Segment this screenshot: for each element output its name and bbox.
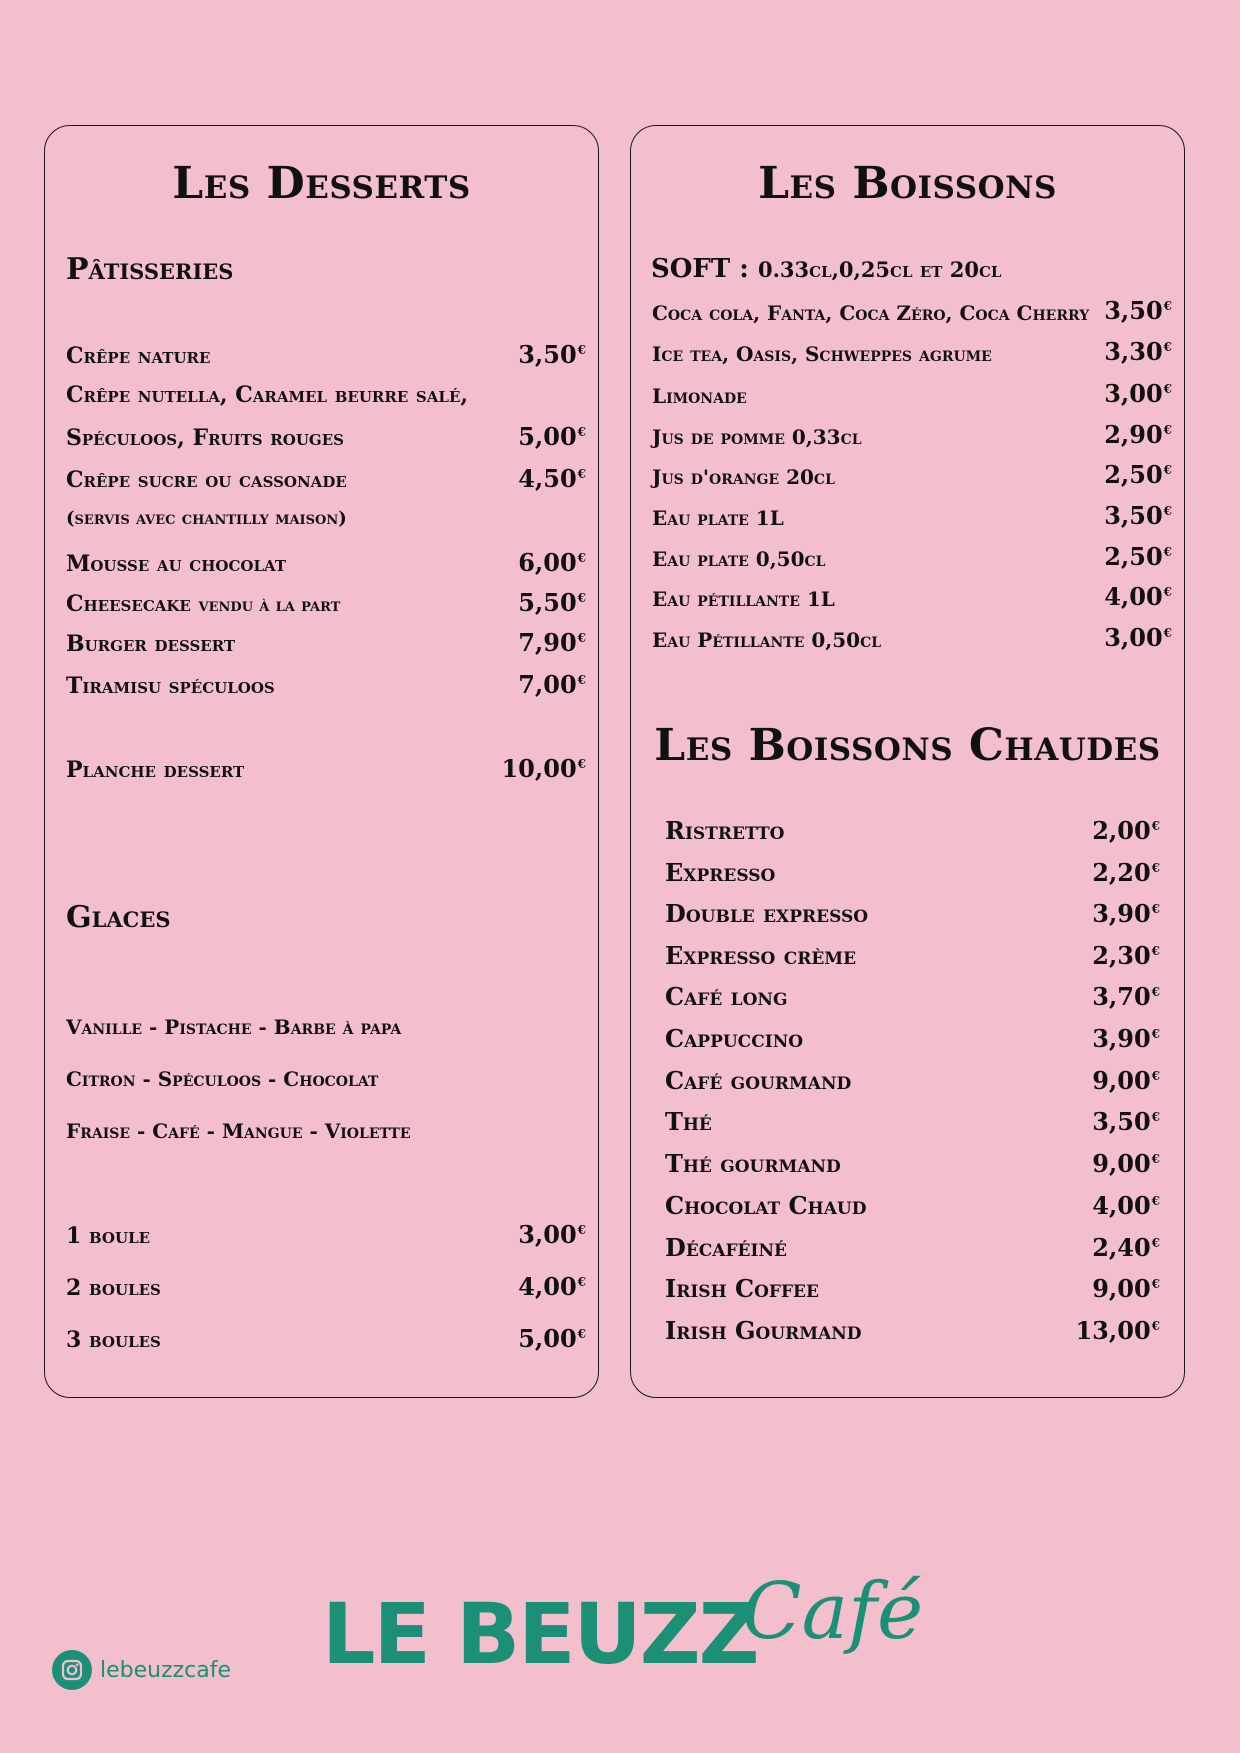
item-name: Ice tea, Oasis, Schweppes agrume xyxy=(652,342,992,366)
scoop-item xyxy=(66,1220,586,1249)
item-name: Eau plate 0,50cl xyxy=(652,547,826,571)
soft-heading: SOFT : 0.33cl,0,25cl et 20cl xyxy=(651,254,1002,284)
menu-item xyxy=(652,379,1172,408)
item-name: Expresso xyxy=(665,858,776,887)
item-price: 4,00€ xyxy=(518,1272,586,1301)
item-price: 3,90€ xyxy=(1092,899,1160,928)
item-name: Crêpe sucre ou cassonade xyxy=(66,467,347,493)
menu-item xyxy=(665,941,1160,970)
item-price: 5,00€ xyxy=(518,422,586,451)
item-price: 3,50€ xyxy=(518,340,586,369)
patisseries-heading: Pâtisseries xyxy=(66,252,234,287)
item-name: Ristretto xyxy=(665,816,785,845)
item-price: 3,30€ xyxy=(1104,337,1172,366)
item-price: 2,20€ xyxy=(1092,858,1160,887)
brand-name: LE BEUZZ xyxy=(322,1585,758,1683)
item-name: Crêpe nutella, Caramel beurre salé, xyxy=(66,382,469,408)
menu-item xyxy=(66,422,586,451)
menu-item xyxy=(665,1274,1160,1303)
item-price: 5,00€ xyxy=(518,1324,586,1353)
item-name: 1 boule xyxy=(66,1223,151,1249)
boissons-panel xyxy=(630,125,1185,1398)
item-name: Planche dessert xyxy=(66,757,245,783)
menu-item xyxy=(665,1233,1160,1262)
menu-item xyxy=(665,899,1160,928)
item-price: 4,00€ xyxy=(1092,1191,1160,1220)
item-price: 3,50€ xyxy=(1092,1107,1160,1136)
item-name: Double expresso xyxy=(665,899,869,928)
scoop-item xyxy=(66,1324,586,1353)
menu-item xyxy=(665,1149,1160,1178)
menu-note xyxy=(66,508,586,529)
menu-item xyxy=(66,670,586,699)
item-name: Burger dessert xyxy=(66,631,236,657)
item-price: 3,50€ xyxy=(1104,501,1172,530)
item-name: Jus de pomme 0,33cl xyxy=(652,425,862,449)
item-price: 2,30€ xyxy=(1092,941,1160,970)
instagram-link[interactable] xyxy=(52,1650,231,1690)
item-price: 5,50€ xyxy=(518,588,586,617)
menu-item xyxy=(652,501,1172,530)
menu-item xyxy=(652,542,1172,571)
menu-item xyxy=(665,858,1160,887)
item-name: Thé xyxy=(665,1107,712,1136)
menu-item xyxy=(66,464,586,493)
menu-item xyxy=(652,623,1172,652)
menu-item xyxy=(66,754,586,783)
item-name: Spéculoos, Fruits rouges xyxy=(66,425,344,451)
item-price: 6,00€ xyxy=(518,548,586,577)
item-name: Irish Coffee xyxy=(665,1274,819,1303)
item-name: Irish Gourmand xyxy=(665,1316,862,1345)
item-name: Expresso crème xyxy=(665,941,857,970)
item-name: Chocolat Chaud xyxy=(665,1191,867,1220)
item-price: 2,90€ xyxy=(1104,420,1172,449)
item-price: 3,70€ xyxy=(1092,982,1160,1011)
menu-item xyxy=(66,382,586,408)
item-price: 13,00€ xyxy=(1075,1316,1160,1345)
flavor-line: Fraise - Café - Mangue - Violette xyxy=(66,1119,411,1143)
menu-item xyxy=(665,1066,1160,1095)
item-price: 9,00€ xyxy=(1092,1149,1160,1178)
menu-item xyxy=(66,588,586,617)
item-name: Mousse au chocolat xyxy=(66,551,287,577)
item-price: 10,00€ xyxy=(501,754,586,783)
scoop-item xyxy=(66,1272,586,1301)
menu-item xyxy=(652,337,1172,366)
item-name: Cheesecake vendu à la part xyxy=(66,591,341,617)
flavor-line: Citron - Spéculoos - Chocolat xyxy=(66,1067,379,1091)
menu-item xyxy=(665,1024,1160,1053)
menu-item xyxy=(652,420,1172,449)
glaces-heading: Glaces xyxy=(66,900,171,935)
item-price: 4,00€ xyxy=(1104,582,1172,611)
boissons-chaudes-title: Les Boissons Chaudes xyxy=(654,720,1161,771)
item-name: Café gourmand xyxy=(665,1066,852,1095)
menu-item xyxy=(652,460,1172,489)
boissons-title: Les Boissons xyxy=(758,158,1057,209)
menu-item xyxy=(665,1316,1160,1345)
instagram-icon xyxy=(52,1650,92,1690)
item-name: 2 boules xyxy=(66,1275,161,1301)
item-name: Limonade xyxy=(652,384,747,408)
menu-item xyxy=(665,982,1160,1011)
item-name: Cappuccino xyxy=(665,1024,804,1053)
item-price: 3,90€ xyxy=(1092,1024,1160,1053)
item-name: Crêpe nature xyxy=(66,343,211,369)
menu-item xyxy=(665,816,1160,845)
item-name: Eau pétillante 1L xyxy=(652,587,835,611)
item-price: 7,00€ xyxy=(518,670,586,699)
item-price: 3,50€ xyxy=(1104,296,1172,325)
item-price: 2,50€ xyxy=(1104,542,1172,571)
item-price: 2,00€ xyxy=(1092,816,1160,845)
instagram-handle: lebeuzzcafe xyxy=(100,1657,232,1683)
item-name: Thé gourmand xyxy=(665,1149,841,1178)
item-price: 3,00€ xyxy=(1104,379,1172,408)
item-name: Décaféiné xyxy=(665,1233,787,1262)
menu-item xyxy=(665,1191,1160,1220)
flavor-line: Vanille - Pistache - Barbe à papa xyxy=(66,1015,402,1039)
item-name: Eau plate 1L xyxy=(652,506,784,530)
menu-item xyxy=(665,1107,1160,1136)
item-price: 2,50€ xyxy=(1104,460,1172,489)
item-name: 3 boules xyxy=(66,1327,161,1353)
item-price: 9,00€ xyxy=(1092,1274,1160,1303)
desserts-panel xyxy=(44,125,599,1398)
menu-item xyxy=(66,340,586,369)
item-name: Eau Pétillante 0,50cl xyxy=(652,628,882,652)
item-price: 9,00€ xyxy=(1092,1066,1160,1095)
item-name: Coca cola, Fanta, Coca Zéro, Coca Cherry xyxy=(652,301,1090,325)
menu-item xyxy=(66,548,586,577)
item-price: 2,40€ xyxy=(1092,1233,1160,1262)
item-price: 4,50€ xyxy=(518,464,586,493)
menu-item xyxy=(66,628,586,657)
item-name: Café long xyxy=(665,982,788,1011)
brand-logo xyxy=(322,1567,924,1695)
item-price: 7,90€ xyxy=(518,628,586,657)
desserts-title: Les Desserts xyxy=(172,158,471,209)
menu-item xyxy=(652,296,1172,325)
item-note: (servis avec chantilly maison) xyxy=(66,508,347,529)
menu-item xyxy=(652,582,1172,611)
item-name: Jus d'orange 20cl xyxy=(652,465,835,489)
brand-script: Café xyxy=(742,1567,924,1657)
item-price: 3,00€ xyxy=(1104,623,1172,652)
item-price: 3,00€ xyxy=(518,1220,586,1249)
item-name: Tiramisu spéculoos xyxy=(66,673,275,699)
